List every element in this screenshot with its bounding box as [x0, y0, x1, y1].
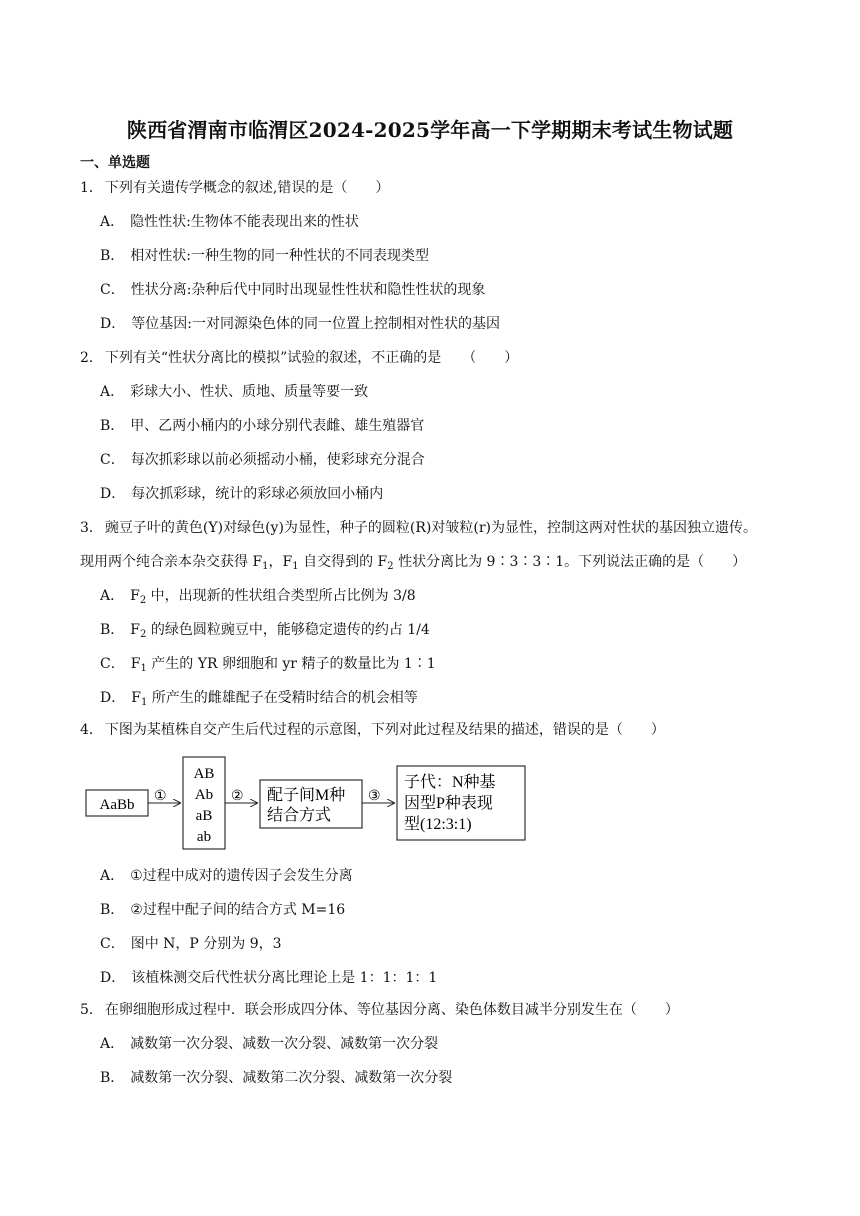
step-3-label: ③ — [368, 789, 381, 804]
q3-option-a — [100, 586, 416, 611]
question-number: 5． — [80, 1002, 103, 1018]
question-number: 4． — [80, 722, 103, 738]
option-text: 该植株测交后代性状分离比理论上是 1：1：1：1 — [131, 970, 438, 986]
option-text: 每次抓彩球以前必须摇动小桶，使彩球充分混合 — [130, 452, 425, 468]
option-text: 产生的 YR 卵细胞和 yr 精子的数量比为 1∶1 — [146, 656, 436, 672]
stem-text: ，F — [268, 554, 293, 570]
option-label: C． — [100, 282, 125, 298]
question-1 — [80, 178, 389, 198]
option-label: B． — [100, 1070, 125, 1086]
diagram-svg — [84, 752, 544, 856]
q4-option-c — [100, 934, 282, 954]
question-3 — [80, 518, 757, 538]
stem-text: 现用两个纯合亲本杂交获得 F — [80, 554, 263, 570]
option-label: A． — [100, 588, 125, 604]
q4-option-a — [100, 866, 353, 886]
subscript: 2 — [139, 595, 147, 606]
option-text: 中，出现新的性状组合类型所占比例为 3/8 — [146, 588, 416, 604]
option-text: 彩球大小、性状、质地、质量等要一致 — [130, 384, 369, 400]
question-number: 3． — [80, 520, 103, 536]
question-4 — [80, 720, 665, 740]
q1-option-d — [100, 314, 500, 334]
step-1-label: ① — [154, 789, 167, 804]
option-label: D． — [100, 486, 126, 502]
option-label: B． — [100, 418, 125, 434]
subscript: 1 — [140, 697, 148, 708]
option-text: 性状分离:杂种后代中同时出现显性性状和隐性性状的现象 — [130, 282, 486, 298]
option-label: A． — [100, 384, 125, 400]
q2-option-b — [100, 416, 424, 436]
option-text: ①过程中成对的遗传因子会发生分离 — [130, 868, 353, 884]
q3-option-b — [100, 620, 430, 645]
subscript: 1 — [140, 663, 147, 674]
q1-option-c — [100, 280, 485, 300]
parent-genotype: AaBb — [99, 797, 135, 813]
gamete-ab-3: aB — [195, 808, 213, 824]
stem-text: 性状分离比为 9∶3∶3∶1。下列说法正确的是（ ） — [393, 554, 747, 570]
q1-option-b — [100, 246, 429, 266]
subscript: 2 — [140, 629, 147, 640]
gamete-ab-1: AB — [193, 766, 215, 782]
option-text: F — [130, 656, 141, 672]
subscript: 1 — [262, 561, 269, 572]
option-label: B． — [100, 248, 125, 264]
option-text: 所产生的雌雄配子在受精时结合的机会相等 — [147, 690, 418, 706]
option-text: 每次抓彩球，统计的彩球必须放回小桶内 — [131, 486, 384, 502]
option-label: C． — [100, 936, 125, 952]
q4-option-d — [100, 968, 437, 988]
option-text: F — [131, 690, 141, 706]
question-stem: 下图为某植株自交产生后代过程的示意图，下列对此过程及结果的描述，错误的是（ ） — [104, 722, 665, 738]
q3-option-c — [100, 654, 436, 679]
option-text: 等位基因:一对同源染色体的同一位置上控制相对性状的基因 — [131, 316, 500, 332]
question-stem: 下列有关遗传学概念的叙述,错误的是（ ） — [104, 180, 390, 196]
combination-line-1: 配子间M种 — [267, 787, 346, 804]
option-text: 图中 N，P 分别为 9，3 — [130, 936, 282, 952]
q5-option-b — [100, 1068, 452, 1088]
option-text: 隐性性状:生物体不能表现出来的性状 — [130, 214, 359, 230]
subscript: 2 — [387, 561, 394, 572]
q3-option-d — [100, 688, 418, 713]
q2-option-d — [100, 484, 383, 504]
option-label: B． — [100, 622, 125, 638]
question-stem: 豌豆子叶的黄色(Y)对绿色(y)为显性，种子的圆粒(R)对皱粒(r)为显性，控制这两对性状的基因独立遗传。 — [104, 520, 757, 536]
section-heading: 一、单选题 — [80, 155, 150, 171]
subscript: 1 — [292, 561, 299, 572]
q5-option-a — [100, 1034, 438, 1054]
option-text: 减数第一次分裂、减数第二次分裂、减数第一次分裂 — [130, 1070, 453, 1086]
option-text: 减数第一次分裂、减数一次分裂、减数第一次分裂 — [130, 1036, 439, 1052]
offspring-line-2: 因型P种表现 — [404, 795, 493, 812]
option-label: A． — [100, 1036, 125, 1052]
combination-line-2: 结合方式 — [267, 807, 332, 824]
offspring-line-1: 子代：N种基 — [404, 774, 496, 791]
option-text: 的绿色圆粒豌豆中，能够稳定遗传的约占 1/4 — [146, 622, 430, 638]
option-label: D． — [100, 690, 126, 706]
question-number: 1． — [80, 180, 103, 196]
option-text: 甲、乙两小桶内的小球分别代表雌、雄生殖器官 — [130, 418, 425, 434]
self-cross-diagram — [84, 752, 544, 856]
question-number: 2． — [80, 350, 103, 366]
question-stem: 在卵细胞形成过程中．联会形成四分体、等位基因分离、染色体数目减半分别发生在（ ） — [104, 1002, 679, 1018]
q1-option-a — [100, 212, 359, 232]
option-text: ②过程中配子间的结合方式 M=16 — [130, 902, 346, 918]
question-3-continued — [80, 552, 746, 577]
option-text: 相对性状:一种生物的同一种性状的不同表现类型 — [130, 248, 430, 264]
stem-text: 自交得到的 F — [298, 554, 388, 570]
q2-option-c — [100, 450, 425, 470]
option-label: B． — [100, 902, 125, 918]
option-label: A． — [100, 868, 125, 884]
option-label: C． — [100, 656, 125, 672]
option-label: D． — [100, 970, 126, 986]
question-stem: 下列有关“性状分离比的模拟”试验的叙述，不正确的是 （ ） — [104, 350, 519, 366]
gamete-ab-2: Ab — [194, 787, 214, 803]
option-label: D． — [100, 316, 126, 332]
question-5 — [80, 1000, 679, 1020]
option-text: F — [130, 622, 141, 638]
option-label: A． — [100, 214, 125, 230]
q2-option-a — [100, 382, 368, 402]
question-2 — [80, 348, 518, 368]
page-title: 陕西省渭南市临渭区2024-2025学年高一下学期期末考试生物试题 — [126, 118, 734, 142]
q4-option-b — [100, 900, 345, 920]
option-text: F — [130, 588, 140, 604]
gamete-ab-4: ab — [196, 829, 212, 845]
option-label: C． — [100, 452, 125, 468]
step-2-label: ② — [231, 789, 244, 804]
offspring-line-3: 型(12:3:1) — [404, 816, 472, 833]
